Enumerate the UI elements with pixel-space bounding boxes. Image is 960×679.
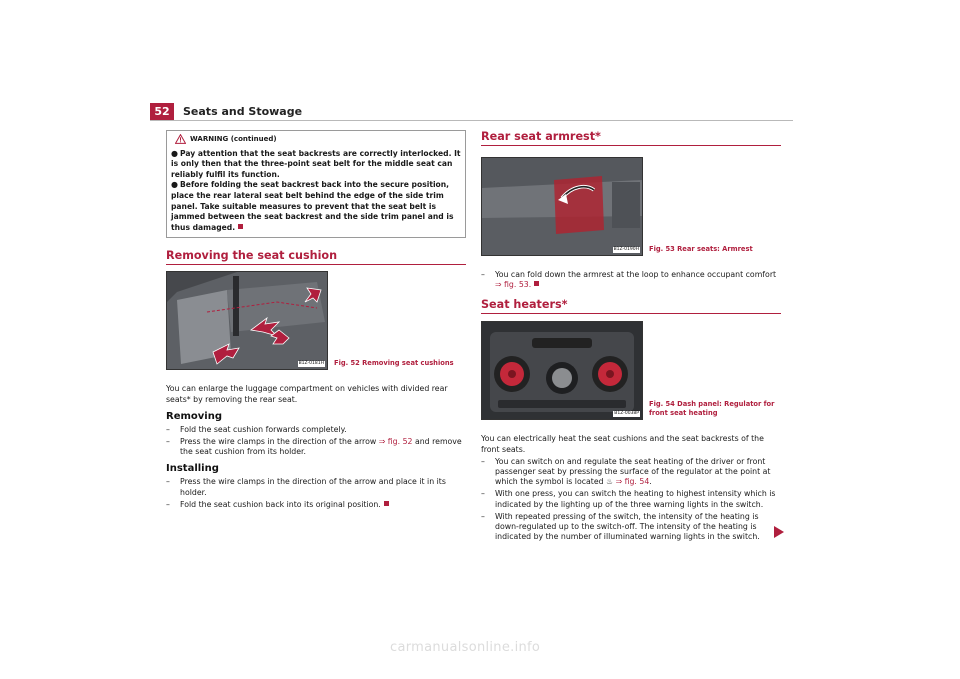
figure-52-image xyxy=(166,271,328,370)
subheading-installing: Installing xyxy=(166,463,219,475)
figure-code: B1Z-0190H xyxy=(613,247,639,252)
figure-link[interactable]: ⇒ fig. 52 xyxy=(378,436,413,446)
figure-54-image xyxy=(481,321,643,420)
warning-title: WARNING (continued) xyxy=(190,135,277,143)
figure-53-image xyxy=(481,157,643,256)
bullet-icon: ● xyxy=(171,148,178,158)
list-item: – Fold the seat cushion back into its original position. xyxy=(166,500,466,510)
warning-item: ● Before folding the seat backrest back into the secure position, place the rear lateral seat belt behind the edge of the side trim panel. Take suitable measures to prevent that the seat belt is jammed between the seat backrest and the side trim panel and is thus damaged. xyxy=(171,180,454,232)
list-item: – With one press, you can switch the heating to highest intensity which is indicated by the lighting up of the three warning lights in the switch. xyxy=(481,489,776,509)
warning-header xyxy=(175,134,461,145)
watermark: carmanualsonline.info xyxy=(390,640,541,655)
figure-52 xyxy=(166,271,466,370)
figure-link[interactable]: ⇒ fig. 54 xyxy=(615,477,650,487)
list-item: – With repeated pressing of the switch, the intensity of the heating is down-regulated up to the switch-off. The intensity of the heating is indicated by the number of illuminated warning lights in the switch. xyxy=(481,511,760,542)
end-marker-icon xyxy=(238,224,243,229)
figure-code: B1Z-0038P xyxy=(614,411,639,417)
list-item: – Press the wire clamps in the direction of the arrow and place it in its holder. xyxy=(166,477,446,497)
figure-54 xyxy=(481,321,781,420)
dash-panel-illustration xyxy=(482,322,642,419)
figure-53 xyxy=(481,157,781,256)
figure-caption: Fig. 53 Rear seats: Armrest xyxy=(649,244,753,253)
end-marker-icon xyxy=(534,281,539,286)
intro-paragraph: You can enlarge the luggage compartment on vehicles with divided rear seats* by removing the rear seat. xyxy=(166,384,448,404)
chapter-title: Seats and Stowage xyxy=(183,105,303,118)
armrest-illustration xyxy=(482,158,642,255)
seat-heating-icon: ♨ xyxy=(606,477,616,487)
right-column xyxy=(481,130,781,544)
section-heading-armrest: Rear seat armrest* xyxy=(481,130,781,146)
bullet-icon: ● xyxy=(171,180,178,190)
header-rule xyxy=(150,120,793,121)
seat-cushion-illustration xyxy=(167,272,327,369)
subheading-removing: Removing xyxy=(166,410,222,422)
end-marker-icon xyxy=(384,501,389,506)
list-item: – Press the wire clamps in the direction of the arrow ⇒ fig. 52 and remove the seat cushion from its holder. xyxy=(166,436,462,457)
list-item: – Fold the seat cushion forwards completely. xyxy=(166,424,347,434)
warning-box xyxy=(166,130,466,238)
left-column xyxy=(166,130,466,512)
figure-caption: Fig. 54 Dash panel: Regulator for front seat heating xyxy=(649,400,775,417)
section-heading-remove-cushion: Removing the seat cushion xyxy=(166,249,466,265)
warning-item: ● Pay attention that the seat backrests are correctly interlocked. It is only then that the three-point seat belt for the middle seat can reliably fulfil its function. xyxy=(171,148,461,179)
page-number: 52 xyxy=(150,103,174,121)
figure-link[interactable]: ⇒ fig. 53. xyxy=(495,280,532,290)
section-heading-seat-heaters: Seat heaters* xyxy=(481,298,781,314)
warning-triangle-icon xyxy=(175,134,186,144)
intro-paragraph: You can electrically heat the seat cushions and the seat backrests of the front seats. xyxy=(481,434,764,454)
list-item: – You can fold down the armrest at the loop to enhance occupant comfort ⇒ fig. 53. xyxy=(481,270,777,290)
figure-caption: Fig. 52 Removing seat cushions xyxy=(334,358,454,367)
next-page-arrow-icon[interactable] xyxy=(774,526,784,538)
list-item: – You can switch on and regulate the seat heating of the driver or front passenger seat by pressing the surface of the regulator at the point at which the symbol is located ♨ ⇒ fig. 54. xyxy=(481,456,771,487)
figure-code: B1Z-0181H xyxy=(298,361,324,367)
